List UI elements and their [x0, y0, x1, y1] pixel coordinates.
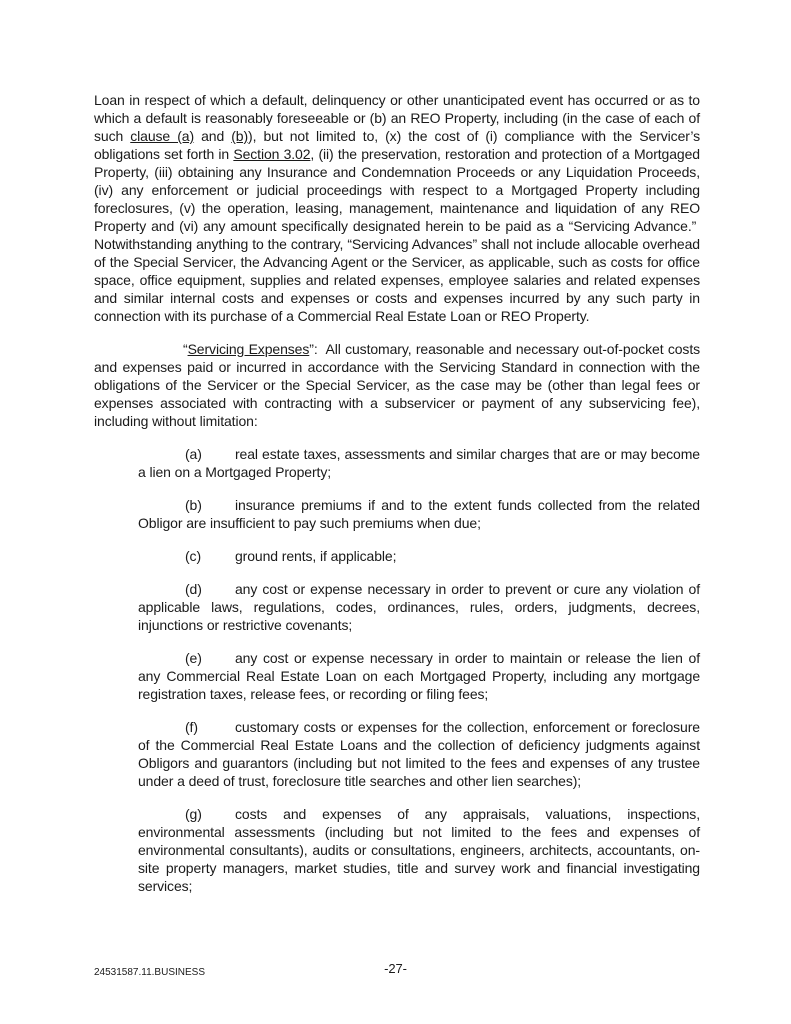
list-item-g — [138, 805, 700, 895]
list-item-d — [138, 580, 700, 634]
underlined-text-segment: (b) — [231, 128, 249, 144]
list-item-label: (a) — [185, 446, 202, 462]
list-item-label: (b) — [185, 497, 202, 513]
text-segment: Loan in respect of which a default, delinquency or other unanticipated event has occurred or as to which a default is reasonably foreseeable or (b) an REO Property, including (in the case of each of such — [94, 92, 700, 144]
text-segment: ), but not limited to, (x) the cost of (i) compliance with the Servicer’s obligations set forth in — [94, 128, 700, 162]
list-item-b — [138, 496, 700, 532]
list-item-c-marker — [138, 547, 235, 565]
paragraph-servicing-expenses — [94, 340, 700, 430]
underlined-text-segment: Servicing Expenses — [187, 341, 310, 357]
list-item-label: (f) — [185, 719, 198, 735]
list-item-b-marker — [138, 496, 235, 514]
text-segment: , (ii) the preservation, restoration and protection of a Mortgaged Property, (iii) obtaining any Insurance and Condemnation Proceeds or any Liquidation Proceeds, (iv) any enforcement or judicial proceedings with respect to a Mortgaged Property including foreclosures, (v) the operation, leasing, management, maintenance and liquidation of any REO Property and (vi) any amount specifically designated herein to be paid as a “Servicing Advance.” Notwithstanding anything to the contrary, “Servicing Advances” shall not include allocable overhead of the Special Servicer, the Advancing Agent or the Servicer, as applicable, such as costs for office space, office equipment, supplies and related expenses, employee salaries and related expenses and similar internal costs and expenses or costs and expenses incurred by any such party in connection with its purchase of a Commercial Real Estate Loan or REO Property. — [94, 146, 700, 324]
list-item-e-marker — [138, 649, 235, 667]
list-item-text: costs and expenses of any appraisals, valuations, inspections, environmental assessments (including but not limited to the fees and expenses of environmental consultants), audits or consultations, engineers, architects, accountants, on-site property managers, market studies, title and survey work and financial investigating services; — [138, 806, 700, 894]
underlined-text-segment: clause (a) — [130, 128, 195, 144]
list-item-text: any cost or expense necessary in order to maintain or release the lien of any Commercial Real Estate Loan on each Mortgaged Property, including any mortgage registration taxes, release fees, or recording or filing fees; — [138, 650, 700, 702]
list-item-text: any cost or expense necessary in order to prevent or cure any violation of applicable laws, regulations, codes, ordinances, rules, orders, judgments, decrees, injunctions or restrictive covenants; — [138, 581, 700, 633]
list-item-label: (c) — [185, 548, 202, 564]
list-item-label: (d) — [185, 581, 202, 597]
list-item-text: insurance premiums if and to the extent funds collected from the related Obligor are insufficient to pay such premiums when due; — [138, 497, 700, 531]
list-item-g-marker — [138, 805, 235, 823]
list-item-label: (e) — [185, 650, 202, 666]
list-item-a-marker — [138, 445, 235, 463]
document-id: 24531587.11.BUSINESS — [94, 967, 206, 978]
list-item-text: real estate taxes, assessments and similar charges that are or may become a lien on a Mortgaged Property; — [138, 446, 700, 480]
list-item-f — [138, 718, 700, 790]
list-item-text: customary costs or expenses for the collection, enforcement or foreclosure of the Commercial Real Estate Loans and the collection of deficiency judgments against Obligors and guarantors (including but not limited to the fees and expenses of any trustee under a deed of trust, foreclosure title searches and other lien searches); — [138, 719, 700, 789]
list-item-c — [138, 547, 700, 565]
list-item-f-marker — [138, 718, 235, 736]
list-item-label: (g) — [185, 806, 202, 822]
text-segment: ”: All customary, reasonable and necessary out-of-pocket costs and expenses paid or incurred in accordance with the Servicing Standard in connection with the obligations of the Servicer or the Special Servicer, as the case may be (other than legal fees or expenses associated with contracting with a subservicer or payment of any subservicing fee), including without limitation: — [94, 341, 701, 429]
paragraph-servicing-advances — [94, 91, 700, 325]
list-item-d-marker — [138, 580, 235, 598]
text-segment: “ — [183, 341, 188, 357]
underlined-text-segment: Section 3.02 — [233, 146, 311, 162]
list-item-text: ground rents, if applicable; — [235, 548, 397, 564]
list-item-a — [138, 445, 700, 481]
page-footer — [0, 960, 791, 982]
text-segment: and — [194, 128, 232, 144]
list-item-e — [138, 649, 700, 703]
page-number: -27- — [384, 961, 407, 976]
